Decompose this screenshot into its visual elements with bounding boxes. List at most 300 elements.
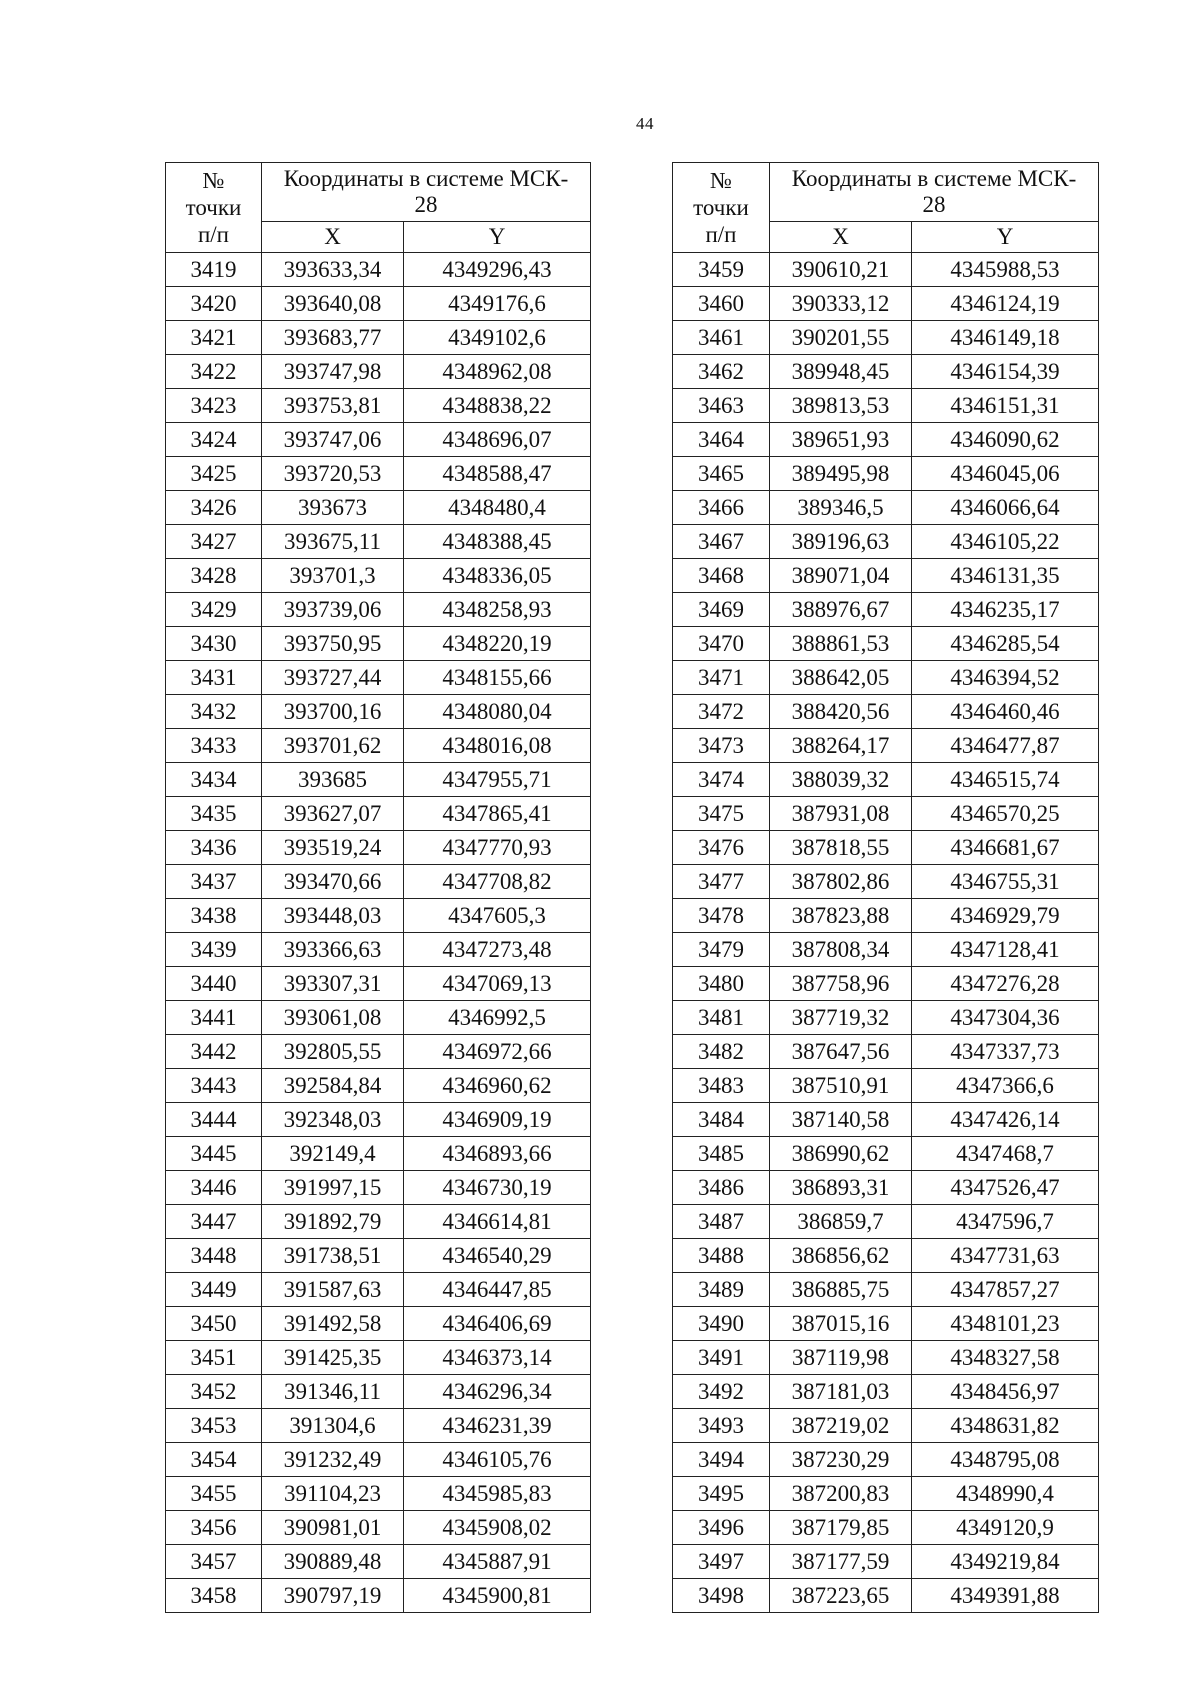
point-number-cell: 3434 — [166, 763, 262, 797]
point-number-cell: 3463 — [673, 389, 770, 423]
x-coordinate-cell: 387719,32 — [770, 1001, 912, 1035]
point-number-cell: 3472 — [673, 695, 770, 729]
point-number-cell: 3451 — [166, 1341, 262, 1375]
table-row — [673, 1137, 1099, 1171]
table-row — [673, 797, 1099, 831]
point-number-header: № точки п/п — [673, 163, 770, 253]
table-row — [166, 899, 591, 933]
table-row — [673, 695, 1099, 729]
table-row — [673, 1511, 1099, 1545]
x-coordinate-cell: 393307,31 — [262, 967, 404, 1001]
y-coordinate-cell: 4346909,19 — [404, 1103, 591, 1137]
point-number-cell: 3444 — [166, 1103, 262, 1137]
x-coordinate-cell: 387140,58 — [770, 1103, 912, 1137]
y-coordinate-cell: 4346406,69 — [404, 1307, 591, 1341]
y-coordinate-cell: 4346105,76 — [404, 1443, 591, 1477]
point-number-cell: 3470 — [673, 627, 770, 661]
point-number-cell: 3475 — [673, 797, 770, 831]
y-coordinate-cell: 4346394,52 — [912, 661, 1099, 695]
y-coordinate-cell: 4346730,19 — [404, 1171, 591, 1205]
point-number-cell: 3458 — [166, 1579, 262, 1613]
x-coordinate-cell: 388039,32 — [770, 763, 912, 797]
point-number-cell: 3442 — [166, 1035, 262, 1069]
table-row — [673, 1375, 1099, 1409]
x-coordinate-cell: 391346,11 — [262, 1375, 404, 1409]
x-column-header: X — [262, 222, 404, 253]
point-number-cell: 3429 — [166, 593, 262, 627]
table-row — [166, 729, 591, 763]
point-number-cell: 3441 — [166, 1001, 262, 1035]
x-coordinate-cell: 386859,7 — [770, 1205, 912, 1239]
x-coordinate-cell: 393366,63 — [262, 933, 404, 967]
point-number-cell: 3459 — [673, 253, 770, 287]
point-number-cell: 3461 — [673, 321, 770, 355]
point-number-cell: 3490 — [673, 1307, 770, 1341]
y-coordinate-cell: 4348456,97 — [912, 1375, 1099, 1409]
y-coordinate-cell: 4346755,31 — [912, 865, 1099, 899]
point-number-cell: 3431 — [166, 661, 262, 695]
point-number-cell: 3489 — [673, 1273, 770, 1307]
table-row — [673, 627, 1099, 661]
point-number-cell: 3464 — [673, 423, 770, 457]
y-coordinate-cell: 4347605,3 — [404, 899, 591, 933]
x-coordinate-cell: 392149,4 — [262, 1137, 404, 1171]
y-coordinate-cell: 4348101,23 — [912, 1307, 1099, 1341]
x-coordinate-cell: 390981,01 — [262, 1511, 404, 1545]
point-number-cell: 3457 — [166, 1545, 262, 1579]
x-coordinate-cell: 392805,55 — [262, 1035, 404, 1069]
point-number-cell: 3426 — [166, 491, 262, 525]
y-coordinate-cell: 4348327,58 — [912, 1341, 1099, 1375]
y-coordinate-cell: 4347276,28 — [912, 967, 1099, 1001]
coordinates-header: Координаты в системе МСК- 28 — [262, 163, 591, 222]
point-number-cell: 3422 — [166, 355, 262, 389]
x-coordinate-cell: 388420,56 — [770, 695, 912, 729]
x-coordinate-cell: 393519,24 — [262, 831, 404, 865]
table-row — [673, 729, 1099, 763]
y-coordinate-cell: 4346090,62 — [912, 423, 1099, 457]
point-number-cell: 3425 — [166, 457, 262, 491]
x-coordinate-cell: 387931,08 — [770, 797, 912, 831]
point-number-cell: 3435 — [166, 797, 262, 831]
table-row — [166, 1171, 591, 1205]
table-row — [166, 491, 591, 525]
point-number-cell: 3443 — [166, 1069, 262, 1103]
point-number-cell: 3480 — [673, 967, 770, 1001]
y-coordinate-cell: 4348480,4 — [404, 491, 591, 525]
table-row — [166, 457, 591, 491]
table-row — [673, 831, 1099, 865]
table-row — [166, 253, 591, 287]
y-coordinate-cell: 4346045,06 — [912, 457, 1099, 491]
table-row — [166, 1409, 591, 1443]
table-row — [673, 661, 1099, 695]
x-coordinate-cell: 386990,62 — [770, 1137, 912, 1171]
x-coordinate-cell: 389196,63 — [770, 525, 912, 559]
table-row — [166, 831, 591, 865]
table-row — [166, 865, 591, 899]
y-coordinate-cell: 4349120,9 — [912, 1511, 1099, 1545]
y-coordinate-cell: 4345985,83 — [404, 1477, 591, 1511]
point-number-cell: 3491 — [673, 1341, 770, 1375]
y-coordinate-cell: 4346540,29 — [404, 1239, 591, 1273]
y-coordinate-cell: 4347596,7 — [912, 1205, 1099, 1239]
y-coordinate-cell: 4345988,53 — [912, 253, 1099, 287]
point-number-cell: 3488 — [673, 1239, 770, 1273]
x-coordinate-cell: 391104,23 — [262, 1477, 404, 1511]
table-row — [166, 797, 591, 831]
x-coordinate-cell: 389346,5 — [770, 491, 912, 525]
y-coordinate-cell: 4346460,46 — [912, 695, 1099, 729]
x-coordinate-cell: 390610,21 — [770, 253, 912, 287]
table-row — [166, 1443, 591, 1477]
x-coordinate-cell: 389495,98 — [770, 457, 912, 491]
table-row — [166, 1205, 591, 1239]
y-coordinate-cell: 4347273,48 — [404, 933, 591, 967]
table-row — [673, 1103, 1099, 1137]
point-number-cell: 3419 — [166, 253, 262, 287]
x-coordinate-cell: 393739,06 — [262, 593, 404, 627]
point-number-cell: 3482 — [673, 1035, 770, 1069]
point-number-cell: 3420 — [166, 287, 262, 321]
y-coordinate-cell: 4348795,08 — [912, 1443, 1099, 1477]
table-row — [166, 1103, 591, 1137]
point-number-cell: 3454 — [166, 1443, 262, 1477]
x-coordinate-cell: 387230,29 — [770, 1443, 912, 1477]
x-coordinate-cell: 391892,79 — [262, 1205, 404, 1239]
point-number-cell: 3496 — [673, 1511, 770, 1545]
y-coordinate-cell: 4345908,02 — [404, 1511, 591, 1545]
x-coordinate-cell: 393448,03 — [262, 899, 404, 933]
x-coordinate-cell: 393675,11 — [262, 525, 404, 559]
y-coordinate-cell: 4346235,17 — [912, 593, 1099, 627]
point-number-cell: 3484 — [673, 1103, 770, 1137]
x-coordinate-cell: 387510,91 — [770, 1069, 912, 1103]
point-number-cell: 3471 — [673, 661, 770, 695]
x-coordinate-cell: 387647,56 — [770, 1035, 912, 1069]
x-coordinate-cell: 387823,88 — [770, 899, 912, 933]
point-number-cell: 3465 — [673, 457, 770, 491]
table-row — [166, 1273, 591, 1307]
x-coordinate-cell: 388642,05 — [770, 661, 912, 695]
y-coordinate-cell: 4346614,81 — [404, 1205, 591, 1239]
point-number-cell: 3474 — [673, 763, 770, 797]
point-number-cell: 3448 — [166, 1239, 262, 1273]
x-coordinate-cell: 393747,06 — [262, 423, 404, 457]
y-coordinate-cell: 4349102,6 — [404, 321, 591, 355]
point-number-cell: 3450 — [166, 1307, 262, 1341]
x-coordinate-cell: 387802,86 — [770, 865, 912, 899]
point-number-cell: 3432 — [166, 695, 262, 729]
table-row — [673, 321, 1099, 355]
point-number-cell: 3486 — [673, 1171, 770, 1205]
point-number-cell: 3495 — [673, 1477, 770, 1511]
point-number-cell: 3473 — [673, 729, 770, 763]
point-number-cell: 3476 — [673, 831, 770, 865]
table-row — [673, 967, 1099, 1001]
y-coordinate-cell: 4348696,07 — [404, 423, 591, 457]
y-coordinate-cell: 4346373,14 — [404, 1341, 591, 1375]
y-coordinate-cell: 4348962,08 — [404, 355, 591, 389]
table-row — [673, 1307, 1099, 1341]
y-coordinate-cell: 4346231,39 — [404, 1409, 591, 1443]
point-number-cell: 3497 — [673, 1545, 770, 1579]
table-row — [673, 1443, 1099, 1477]
table-row — [166, 627, 591, 661]
point-number-cell: 3449 — [166, 1273, 262, 1307]
y-coordinate-cell: 4346929,79 — [912, 899, 1099, 933]
point-number-cell: 3493 — [673, 1409, 770, 1443]
table-row — [166, 695, 591, 729]
x-coordinate-cell: 391232,49 — [262, 1443, 404, 1477]
y-coordinate-cell: 4349296,43 — [404, 253, 591, 287]
x-column-header: X — [770, 222, 912, 253]
x-coordinate-cell: 393627,07 — [262, 797, 404, 831]
y-coordinate-cell: 4348588,47 — [404, 457, 591, 491]
x-coordinate-cell: 387808,34 — [770, 933, 912, 967]
table-row — [166, 321, 591, 355]
table-row — [673, 1545, 1099, 1579]
y-coordinate-cell: 4346972,66 — [404, 1035, 591, 1069]
table-row — [673, 1069, 1099, 1103]
y-coordinate-cell: 4346960,62 — [404, 1069, 591, 1103]
y-coordinate-cell: 4348990,4 — [912, 1477, 1099, 1511]
table-row — [166, 661, 591, 695]
table-row — [166, 1137, 591, 1171]
point-number-cell: 3439 — [166, 933, 262, 967]
table-row — [166, 933, 591, 967]
point-number-cell: 3438 — [166, 899, 262, 933]
x-coordinate-cell: 393720,53 — [262, 457, 404, 491]
point-number-cell: 3440 — [166, 967, 262, 1001]
point-number-cell: 3487 — [673, 1205, 770, 1239]
x-coordinate-cell: 391425,35 — [262, 1341, 404, 1375]
table-row — [673, 1579, 1099, 1613]
y-coordinate-cell: 4346893,66 — [404, 1137, 591, 1171]
point-number-cell: 3460 — [673, 287, 770, 321]
y-coordinate-cell: 4346477,87 — [912, 729, 1099, 763]
x-coordinate-cell: 386893,31 — [770, 1171, 912, 1205]
point-number-cell: 3453 — [166, 1409, 262, 1443]
table-row — [673, 253, 1099, 287]
point-number-cell: 3456 — [166, 1511, 262, 1545]
point-number-cell: 3478 — [673, 899, 770, 933]
point-number-cell: 3483 — [673, 1069, 770, 1103]
table-row — [673, 491, 1099, 525]
point-number-cell: 3494 — [673, 1443, 770, 1477]
table-row — [166, 355, 591, 389]
y-coordinate-cell: 4348016,08 — [404, 729, 591, 763]
table-row — [673, 525, 1099, 559]
y-coordinate-cell: 4347865,41 — [404, 797, 591, 831]
table-row — [673, 1409, 1099, 1443]
x-coordinate-cell: 390333,12 — [770, 287, 912, 321]
x-coordinate-cell: 393683,77 — [262, 321, 404, 355]
y-coordinate-cell: 4346124,19 — [912, 287, 1099, 321]
table-row — [673, 933, 1099, 967]
y-coordinate-cell: 4347526,47 — [912, 1171, 1099, 1205]
table-row — [166, 1375, 591, 1409]
coordinates-table-left — [165, 162, 591, 1613]
point-number-cell: 3446 — [166, 1171, 262, 1205]
x-coordinate-cell: 393633,34 — [262, 253, 404, 287]
x-coordinate-cell: 391738,51 — [262, 1239, 404, 1273]
table-row — [166, 1307, 591, 1341]
y-coordinate-cell: 4349219,84 — [912, 1545, 1099, 1579]
table-row — [166, 1579, 591, 1613]
y-coordinate-cell: 4348080,04 — [404, 695, 591, 729]
x-coordinate-cell: 393701,62 — [262, 729, 404, 763]
table-row — [166, 1001, 591, 1035]
x-coordinate-cell: 393673 — [262, 491, 404, 525]
table-row — [166, 525, 591, 559]
y-coordinate-cell: 4346681,67 — [912, 831, 1099, 865]
y-coordinate-cell: 4347857,27 — [912, 1273, 1099, 1307]
table-row — [673, 593, 1099, 627]
point-number-cell: 3430 — [166, 627, 262, 661]
y-column-header: Y — [912, 222, 1099, 253]
y-coordinate-cell: 4349391,88 — [912, 1579, 1099, 1613]
table-row — [673, 1205, 1099, 1239]
point-number-cell: 3433 — [166, 729, 262, 763]
point-number-cell: 3492 — [673, 1375, 770, 1409]
table-row — [166, 423, 591, 457]
point-number-cell: 3498 — [673, 1579, 770, 1613]
y-coordinate-cell: 4347426,14 — [912, 1103, 1099, 1137]
x-coordinate-cell: 392584,84 — [262, 1069, 404, 1103]
x-coordinate-cell: 389813,53 — [770, 389, 912, 423]
x-coordinate-cell: 391997,15 — [262, 1171, 404, 1205]
x-coordinate-cell: 391587,63 — [262, 1273, 404, 1307]
table-row — [673, 355, 1099, 389]
y-coordinate-cell: 4347337,73 — [912, 1035, 1099, 1069]
table-row — [673, 423, 1099, 457]
x-coordinate-cell: 393747,98 — [262, 355, 404, 389]
table-row — [673, 457, 1099, 491]
x-coordinate-cell: 387179,85 — [770, 1511, 912, 1545]
y-coordinate-cell: 4348631,82 — [912, 1409, 1099, 1443]
y-coordinate-cell: 4346992,5 — [404, 1001, 591, 1035]
table-row — [673, 1239, 1099, 1273]
point-number-cell: 3452 — [166, 1375, 262, 1409]
table-row — [673, 1171, 1099, 1205]
table-row — [166, 1341, 591, 1375]
y-coordinate-cell: 4347304,36 — [912, 1001, 1099, 1035]
x-coordinate-cell: 387119,98 — [770, 1341, 912, 1375]
x-coordinate-cell: 393700,16 — [262, 695, 404, 729]
table-row — [673, 287, 1099, 321]
table-row — [673, 865, 1099, 899]
table-row — [673, 1001, 1099, 1035]
point-number-cell: 3428 — [166, 559, 262, 593]
x-coordinate-cell: 389651,93 — [770, 423, 912, 457]
y-coordinate-cell: 4345887,91 — [404, 1545, 591, 1579]
y-coordinate-cell: 4346151,31 — [912, 389, 1099, 423]
x-coordinate-cell: 390201,55 — [770, 321, 912, 355]
x-coordinate-cell: 387219,02 — [770, 1409, 912, 1443]
point-number-cell: 3421 — [166, 321, 262, 355]
y-coordinate-cell: 4348258,93 — [404, 593, 591, 627]
point-number-cell: 3466 — [673, 491, 770, 525]
y-coordinate-cell: 4346154,39 — [912, 355, 1099, 389]
x-coordinate-cell: 393061,08 — [262, 1001, 404, 1035]
table-row — [673, 1035, 1099, 1069]
point-number-cell: 3455 — [166, 1477, 262, 1511]
table-row — [673, 899, 1099, 933]
y-coordinate-cell: 4348220,19 — [404, 627, 591, 661]
y-coordinate-cell: 4347069,13 — [404, 967, 591, 1001]
point-number-cell: 3477 — [673, 865, 770, 899]
x-coordinate-cell: 391304,6 — [262, 1409, 404, 1443]
y-coordinate-cell: 4346066,64 — [912, 491, 1099, 525]
x-coordinate-cell: 387200,83 — [770, 1477, 912, 1511]
x-coordinate-cell: 387758,96 — [770, 967, 912, 1001]
x-coordinate-cell: 388976,67 — [770, 593, 912, 627]
x-coordinate-cell: 393470,66 — [262, 865, 404, 899]
y-coordinate-cell: 4346447,85 — [404, 1273, 591, 1307]
x-coordinate-cell: 387223,65 — [770, 1579, 912, 1613]
point-number-cell: 3447 — [166, 1205, 262, 1239]
x-coordinate-cell: 390889,48 — [262, 1545, 404, 1579]
x-coordinate-cell: 388861,53 — [770, 627, 912, 661]
table-row — [166, 389, 591, 423]
x-coordinate-cell: 391492,58 — [262, 1307, 404, 1341]
y-coordinate-cell: 4348336,05 — [404, 559, 591, 593]
point-number-cell: 3436 — [166, 831, 262, 865]
y-coordinate-cell: 4346285,54 — [912, 627, 1099, 661]
table-row — [166, 1035, 591, 1069]
point-number-cell: 3481 — [673, 1001, 770, 1035]
y-coordinate-cell: 4346296,34 — [404, 1375, 591, 1409]
x-coordinate-cell: 393685 — [262, 763, 404, 797]
point-number-cell: 3437 — [166, 865, 262, 899]
x-coordinate-cell: 386856,62 — [770, 1239, 912, 1273]
table-row — [166, 593, 591, 627]
x-coordinate-cell: 387181,03 — [770, 1375, 912, 1409]
y-coordinate-cell: 4347708,82 — [404, 865, 591, 899]
x-coordinate-cell: 389071,04 — [770, 559, 912, 593]
point-number-cell: 3462 — [673, 355, 770, 389]
point-number-cell: 3469 — [673, 593, 770, 627]
y-coordinate-cell: 4347731,63 — [912, 1239, 1099, 1273]
x-coordinate-cell: 387015,16 — [770, 1307, 912, 1341]
y-coordinate-cell: 4345900,81 — [404, 1579, 591, 1613]
y-coordinate-cell: 4349176,6 — [404, 287, 591, 321]
y-coordinate-cell: 4347468,7 — [912, 1137, 1099, 1171]
coordinates-header: Координаты в системе МСК- 28 — [770, 163, 1099, 222]
table-row — [166, 1511, 591, 1545]
point-number-cell: 3424 — [166, 423, 262, 457]
x-coordinate-cell: 387818,55 — [770, 831, 912, 865]
y-coordinate-cell: 4346149,18 — [912, 321, 1099, 355]
table-row — [673, 1477, 1099, 1511]
x-coordinate-cell: 393727,44 — [262, 661, 404, 695]
x-coordinate-cell: 390797,19 — [262, 1579, 404, 1613]
y-coordinate-cell: 4347128,41 — [912, 933, 1099, 967]
x-coordinate-cell: 393701,3 — [262, 559, 404, 593]
y-column-header: Y — [404, 222, 591, 253]
point-number-cell: 3427 — [166, 525, 262, 559]
x-coordinate-cell: 393750,95 — [262, 627, 404, 661]
table-row — [673, 389, 1099, 423]
x-coordinate-cell: 389948,45 — [770, 355, 912, 389]
x-coordinate-cell: 388264,17 — [770, 729, 912, 763]
y-coordinate-cell: 4347955,71 — [404, 763, 591, 797]
y-coordinate-cell: 4346570,25 — [912, 797, 1099, 831]
coordinates-table-right — [672, 162, 1099, 1613]
table-row — [166, 1545, 591, 1579]
point-number-header: № точки п/п — [166, 163, 262, 253]
